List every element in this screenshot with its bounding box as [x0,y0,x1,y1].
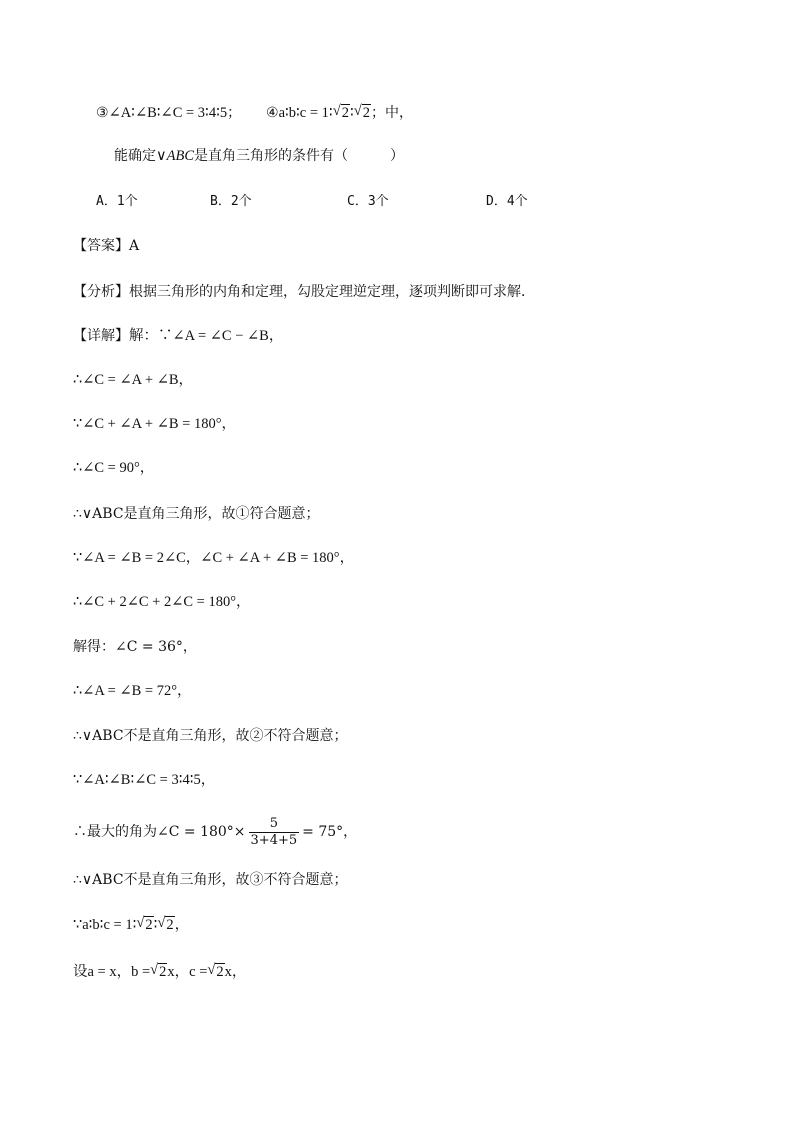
analysis-tag: 【分析】 [73,284,129,300]
answer-line [73,236,139,256]
condition-3-marker: ③ [96,105,109,121]
answer-tag: 【答案】 [73,238,129,254]
condition-3-separator: ； [227,105,242,121]
sqrt-2-a: √ 2 [136,915,153,933]
detail-line-2: ∴∠C = ∠A + ∠B， [73,372,194,388]
detail-line-5: ∴∨ABC是直角三角形，故①符合题意； [73,506,320,522]
detail-line-4: ∴∠C = 90°， [73,460,155,476]
option-d: D．4个 [486,194,528,209]
detail-line-6: ∵∠A = ∠B = 2∠C，∠C + ∠A + ∠B = 180°， [73,550,355,566]
answer-value: A [129,238,140,254]
condition-4-marker: ④ [266,105,279,121]
condition-4-math: a∶b∶c = 1∶ √ 2∶ √ 2 [278,103,370,121]
detail-line-11: ∵∠A∶∠B∶∠C = 3∶4∶5， [73,772,216,788]
analysis-line [73,282,535,302]
detail-line-8: 解得：∠C = 36°， [73,639,197,655]
sqrt-2-d: √ 2 [207,962,224,980]
condition-4-end: ；中， [370,105,413,121]
option-c: C．3个 [347,194,389,209]
detail-line-3: ∵∠C + ∠A + ∠B = 180°， [73,416,237,432]
fraction: $\frac{5}{3+4+5}$ [250,815,298,848]
detail-tag: 【详解】 [73,328,129,344]
condition-3-math: ∠A∶∠B∶∠C = 3∶4∶5 [108,105,228,121]
detail-line-14: ∵a∶b∶c = 1∶ √ 2∶ √ 2， [73,915,190,933]
detail-line-10: ∴∨ABC不是直角三角形，故②不符合题意； [73,728,348,744]
sqrt-2-c: √ 2 [150,962,167,980]
detail-line-12: ∴最大的角为∠C = 180°× $\frac{5}{3+4+5}$ = 75°， [73,815,358,848]
detail-line-1: 【详解】解：∵∠A = ∠C − ∠B， [73,328,284,344]
question-prompt: 能确定∨ABC是直角三角形的条件有（ ） [114,148,404,164]
analysis-text: 根据三角形的内角和定理，勾股定理逆定理，逐项判断即可求解． [129,284,535,300]
triangle-symbol: ∨ABC [156,148,194,164]
option-a: A．1个 [96,194,138,209]
detail-line-7: ∴∠C + 2∠C + 2∠C = 180°， [73,594,251,610]
detail-line-15: 设a = x，b = √ 2x，c = √ 2x， [73,962,247,980]
detail-line-9: ∴∠A = ∠B = 72°， [73,683,192,699]
conditions-line [96,103,413,123]
detail-line-13: ∴∨ABC不是直角三角形，故③不符合题意； [73,872,348,888]
option-b: B．2个 [210,194,252,209]
sqrt-2-b: √ 2 [157,915,174,933]
